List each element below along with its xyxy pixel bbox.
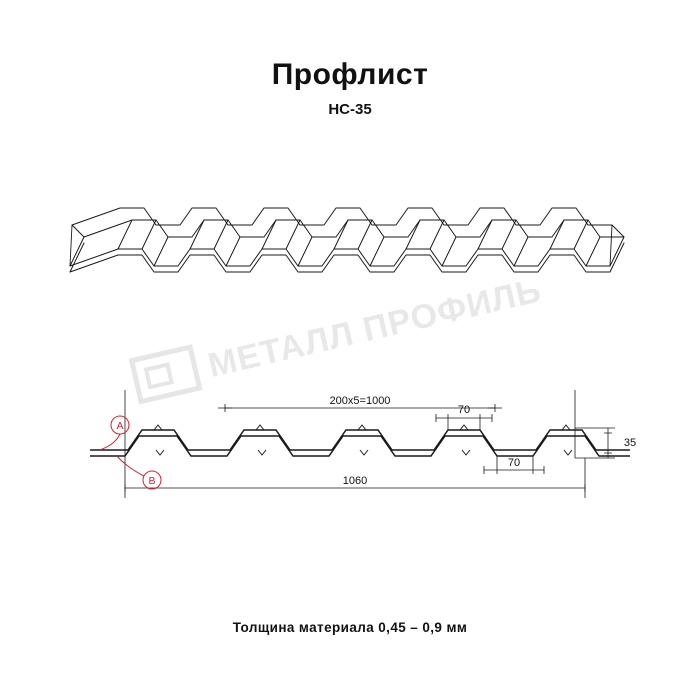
dim-label-total: 1060 bbox=[342, 475, 368, 487]
dim-label-inner-upper: 70 bbox=[457, 404, 471, 416]
callout-b-label: B bbox=[148, 475, 156, 487]
cross-section-drawing bbox=[70, 380, 650, 520]
product-model: НС-35 bbox=[328, 101, 372, 118]
material-thickness-note: Толщина материала 0,45 – 0,9 мм bbox=[232, 620, 468, 635]
callout-a-label: A bbox=[116, 420, 124, 432]
dim-label-top: 200x5=1000 bbox=[329, 395, 391, 407]
isometric-sheet-illustration bbox=[60, 180, 640, 320]
dim-label-height: 35 bbox=[623, 437, 637, 449]
page-title: Профлист bbox=[271, 58, 429, 91]
svg-text:МЕТАЛЛ ПРОФИЛЬ: МЕТАЛЛ ПРОФИЛЬ bbox=[204, 271, 546, 385]
dim-label-inner-lower: 70 bbox=[507, 457, 521, 469]
